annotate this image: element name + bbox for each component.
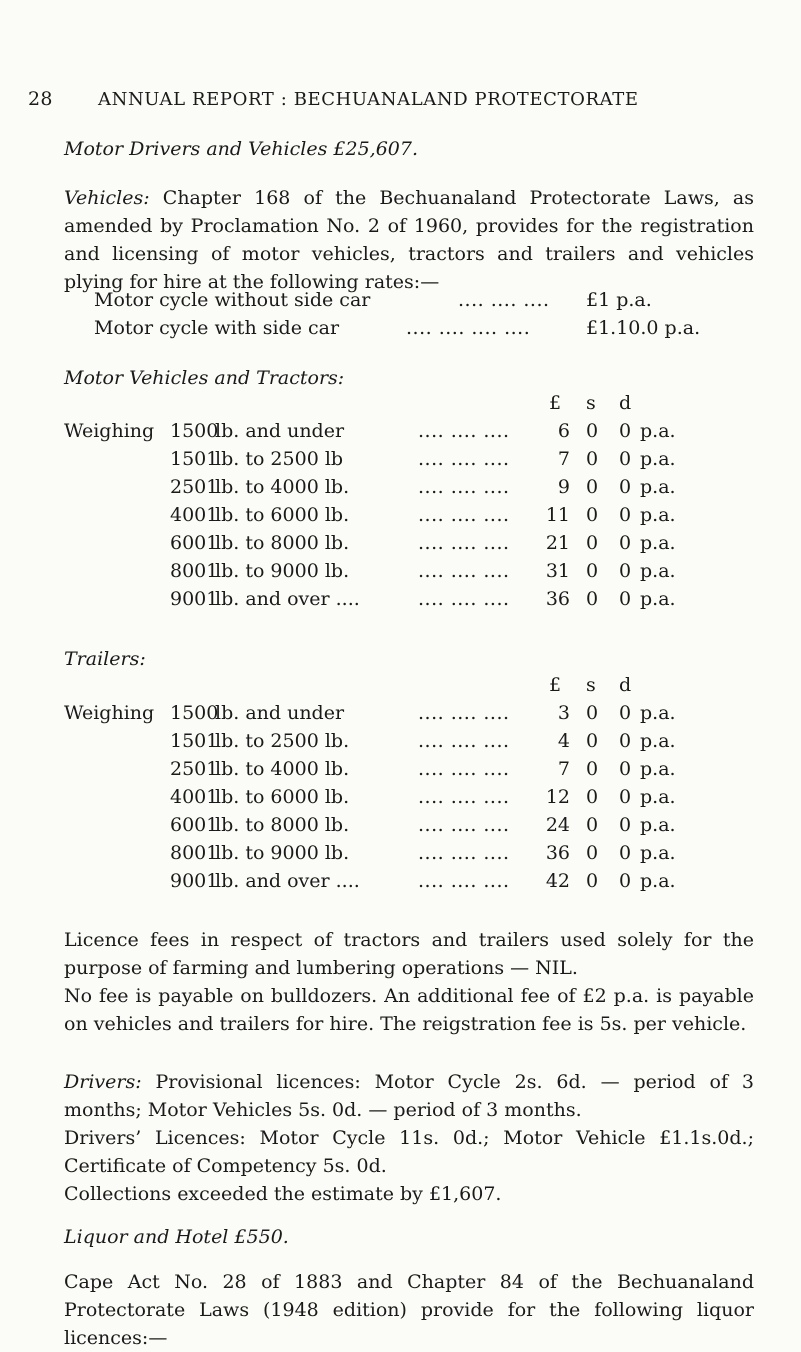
fee-pounds: 6 <box>557 420 570 442</box>
weight-range: lb. and over .... <box>215 588 360 610</box>
weight-from: 1501 <box>170 448 219 470</box>
leader-dots: .... .... .... <box>418 504 510 526</box>
running-title: ANNUAL REPORT : BECHUANALAND PROTECTORATE <box>98 89 639 110</box>
per-annum: p.a. <box>640 842 676 864</box>
fee-pence: 0 <box>619 420 632 442</box>
col-shillings-header: s <box>586 392 596 414</box>
vehicles-lead: Vehicles: <box>64 187 150 209</box>
per-annum: p.a. <box>640 786 676 808</box>
fee-pence: 0 <box>619 786 632 808</box>
weight-range: lb. to 8000 lb. <box>215 814 350 836</box>
weight-range: lb. to 4000 lb. <box>215 758 350 780</box>
fee-pence: 0 <box>619 870 632 892</box>
fee-pounds: 9 <box>557 476 570 498</box>
fee-pence: 0 <box>619 476 632 498</box>
per-annum: p.a. <box>640 814 676 836</box>
weight-range: lb. and under <box>215 702 345 724</box>
rate-row <box>0 730 801 758</box>
per-annum: p.a. <box>640 758 676 780</box>
fee-pounds: 24 <box>545 814 570 836</box>
fee-shillings: 0 <box>586 730 599 752</box>
per-annum: p.a. <box>640 504 676 526</box>
rate-row <box>0 420 801 448</box>
weight-from: 2501 <box>170 758 219 780</box>
weight-from: 1501 <box>170 730 219 752</box>
leader-dots: .... .... .... <box>418 786 510 808</box>
fee-shillings: 0 <box>586 702 599 724</box>
fee-pence: 0 <box>619 560 632 582</box>
weight-from: 6001 <box>170 814 219 836</box>
leader-dots: .... .... .... <box>418 420 510 442</box>
leader-dots: .... .... .... <box>418 870 510 892</box>
weighing-label: Weighing <box>64 702 155 724</box>
leader-dots: .... .... .... <box>418 588 510 610</box>
leader-dots: .... .... .... <box>418 758 510 780</box>
fee-pounds: 36 <box>545 842 570 864</box>
cape-act-paragraph: Cape Act No. 28 of 1883 and Chapter 84 of the Bechuanaland Protectorate Laws (1948 edition) provide for the following liquor licences:— <box>64 1271 754 1349</box>
fee-pence: 0 <box>619 842 632 864</box>
per-annum: p.a. <box>640 560 676 582</box>
weight-range: lb. to 2500 lb <box>215 448 344 470</box>
leader-dots: .... .... .... <box>418 476 510 498</box>
cycle-label: Motor cycle with side car <box>94 317 340 339</box>
vehicles-paragraph <box>64 184 754 296</box>
weight-range: lb. to 6000 lb. <box>215 786 350 808</box>
rate-row <box>0 786 801 814</box>
fee-pounds: 11 <box>545 504 570 526</box>
leader-dots: .... .... .... <box>418 532 510 554</box>
per-annum: p.a. <box>640 702 676 724</box>
leader-dots: .... .... .... <box>418 814 510 836</box>
collections-paragraph: Collections exceeded the estimate by £1,607. <box>64 1183 502 1205</box>
leader-dots: .... .... .... .... <box>406 317 531 339</box>
fee-pence: 0 <box>619 504 632 526</box>
col-shillings-header: s <box>586 674 596 696</box>
fee-pounds: 31 <box>545 560 570 582</box>
per-annum: p.a. <box>640 532 676 554</box>
weight-from: 4001 <box>170 786 219 808</box>
weighing-label: Weighing <box>64 420 155 442</box>
fee-pounds: 4 <box>557 730 570 752</box>
col-pence-header: d <box>619 392 632 414</box>
fee-shillings: 0 <box>586 476 599 498</box>
col-pence-header: d <box>619 674 632 696</box>
fee-shillings: 0 <box>586 420 599 442</box>
fee-pence: 0 <box>619 448 632 470</box>
per-annum: p.a. <box>640 420 676 442</box>
fee-shillings: 0 <box>586 786 599 808</box>
fee-shillings: 0 <box>586 448 599 470</box>
weight-range: lb. and under <box>215 420 345 442</box>
rate-row <box>0 842 801 870</box>
col-pounds-header: £ <box>549 392 562 414</box>
cycle-rate: £1 p.a. <box>586 289 652 311</box>
weight-from: 1500 <box>170 702 219 724</box>
motor-heading: Motor Drivers and Vehicles £25,607. <box>64 138 418 160</box>
drivers-lead: Drivers: <box>64 1071 142 1093</box>
rate-row <box>0 448 801 476</box>
drivers-licences-paragraph: Drivers’ Licences: Motor Cycle 11s. 0d.; Motor Vehicle £1.1s.0d.; Certificate of Competency 5s. 0d. <box>64 1127 754 1177</box>
page-number: 28 <box>28 88 53 110</box>
rate-row <box>0 504 801 532</box>
rate-row <box>0 758 801 786</box>
cycle-row-2 <box>94 317 754 345</box>
weight-from: 9001 <box>170 588 219 610</box>
page-header <box>28 88 639 110</box>
leader-dots: .... .... .... <box>418 448 510 470</box>
fee-shillings: 0 <box>586 532 599 554</box>
weight-from: 9001 <box>170 870 219 892</box>
per-annum: p.a. <box>640 870 676 892</box>
cycle-rate: £1.10.0 p.a. <box>586 317 701 339</box>
leader-dots: .... .... .... <box>418 842 510 864</box>
weight-from: 6001 <box>170 532 219 554</box>
col-pounds-header: £ <box>549 674 562 696</box>
trailers-title: Trailers: <box>64 648 146 670</box>
fee-pounds: 3 <box>557 702 570 724</box>
fee-shillings: 0 <box>586 560 599 582</box>
fee-pounds: 42 <box>545 870 570 892</box>
rate-row <box>0 532 801 560</box>
rate-row <box>0 702 801 730</box>
fee-pence: 0 <box>619 730 632 752</box>
weight-from: 2501 <box>170 476 219 498</box>
rate-row <box>0 814 801 842</box>
licence-fees-paragraph: Licence fees in respect of tractors and trailers used solely for the purpose of farming and lumbering operations — NIL. <box>64 929 754 979</box>
liquor-heading: Liquor and Hotel £550. <box>64 1226 289 1248</box>
drivers-text: Provisional licences: Motor Cycle 2s. 6d. — period of 3 months; Motor Vehicles 5s. 0d. — period of 3 months. <box>64 1071 754 1121</box>
motor-vehicles-title: Motor Vehicles and Tractors: <box>64 367 345 389</box>
per-annum: p.a. <box>640 730 676 752</box>
fee-shillings: 0 <box>586 588 599 610</box>
fee-pounds: 36 <box>545 588 570 610</box>
fee-pounds: 12 <box>545 786 570 808</box>
weight-range: lb. to 8000 lb. <box>215 532 350 554</box>
fee-shillings: 0 <box>586 504 599 526</box>
fee-pence: 0 <box>619 814 632 836</box>
per-annum: p.a. <box>640 588 676 610</box>
fee-shillings: 0 <box>586 842 599 864</box>
weight-range: lb. to 6000 lb. <box>215 504 350 526</box>
fee-shillings: 0 <box>586 758 599 780</box>
leader-dots: .... .... .... <box>418 560 510 582</box>
vehicles-text: Chapter 168 of the Bechuanaland Protectorate Laws, as amended by Proclamation No. 2 of 1960, provides for the registration and licensing of motor vehicles, tractors and trailers and vehicles plying for hire at the following rates:— <box>64 187 754 293</box>
fee-pounds: 7 <box>557 448 570 470</box>
bulldozer-paragraph: No fee is payable on bulldozers. An additional fee of £2 p.a. is payable on vehicles and trailers for hire. The reigstration fee is 5s. per vehicle. <box>64 985 754 1035</box>
cycle-row-1 <box>94 289 754 317</box>
fee-shillings: 0 <box>586 870 599 892</box>
weight-from: 1500 <box>170 420 219 442</box>
per-annum: p.a. <box>640 448 676 470</box>
leader-dots: .... .... .... <box>458 289 550 311</box>
fee-pence: 0 <box>619 532 632 554</box>
rate-row <box>0 560 801 588</box>
rate-row <box>0 870 801 898</box>
weight-range: lb. to 9000 lb. <box>215 560 350 582</box>
weight-range: lb. to 9000 lb. <box>215 842 350 864</box>
fee-pence: 0 <box>619 758 632 780</box>
cycle-label: Motor cycle without side car <box>94 289 371 311</box>
fee-pounds: 21 <box>545 532 570 554</box>
weight-from: 4001 <box>170 504 219 526</box>
drivers-paragraph <box>64 1068 754 1124</box>
weight-range: lb. to 4000 lb. <box>215 476 350 498</box>
fee-shillings: 0 <box>586 814 599 836</box>
weight-range: lb. and over .... <box>215 870 360 892</box>
rate-row <box>0 588 801 616</box>
fee-pounds: 7 <box>557 758 570 780</box>
leader-dots: .... .... .... <box>418 702 510 724</box>
weight-range: lb. to 2500 lb. <box>215 730 350 752</box>
per-annum: p.a. <box>640 476 676 498</box>
leader-dots: .... .... .... <box>418 730 510 752</box>
weight-from: 8001 <box>170 560 219 582</box>
fee-pence: 0 <box>619 702 632 724</box>
fee-pence: 0 <box>619 588 632 610</box>
weight-from: 8001 <box>170 842 219 864</box>
rate-row <box>0 476 801 504</box>
